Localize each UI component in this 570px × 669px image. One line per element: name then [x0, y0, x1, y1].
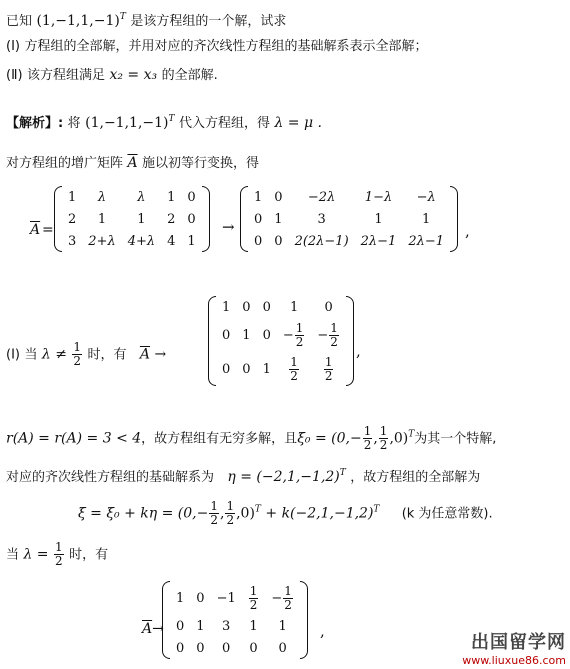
matrix1-end: , [465, 222, 470, 240]
question-2 [6, 66, 218, 85]
matrix3-cell: 1 [249, 618, 258, 634]
matrix1-arrow: → [222, 218, 235, 236]
matrix1-left-cell: 2 [167, 211, 176, 227]
intro-vector: (1,−1,1,−1) [36, 13, 120, 29]
solution-mid: 代入方程组，得 [178, 116, 270, 131]
case1-post: 时，有 [87, 347, 127, 363]
matrix1-right-cell: 0 [254, 211, 263, 227]
matrix1-right-cell: 0 [274, 233, 283, 249]
matrix1-left-cell: 1 [187, 233, 196, 249]
matrix1-left-cell: 1 [97, 211, 107, 227]
matrix1-left-cell: λ [97, 189, 107, 205]
matrix1-left-cell: 4 [167, 233, 176, 249]
matrix3-cell: 0 [176, 640, 185, 656]
matrix3-row [170, 637, 300, 659]
general-note: (k 为任意常数). [401, 506, 493, 522]
q2-condition: x₂ = x₃ [109, 67, 158, 83]
matrix3-end: , [320, 622, 325, 640]
matrix1-right-cell: 0 [254, 233, 263, 249]
matrix1-right-cell: −λ [416, 189, 436, 205]
matrix1-left-cell: 3 [68, 233, 77, 249]
solution-tag: 【解析】: [6, 116, 64, 131]
case1-pre: 当 [24, 347, 38, 363]
matrix1-right-cell: 0 [274, 189, 283, 205]
aug-post: 施以初等行变换，得 [142, 156, 260, 171]
basis-post: ，故方程组的全部解为 [350, 470, 481, 485]
rank-line: r(A) = r(A) = 3 < 4，故方程组有无穷多解，且ξ₀ = (0,− $\frac{1}{2}$ , $\frac{1}{2}$ ,0)$^T$为其一个特解, [6, 424, 497, 452]
matrix2-cell: 1 [289, 299, 299, 315]
matrix3-cell: −1 [216, 590, 236, 606]
matrix3-cell: 3 [222, 618, 231, 634]
general-frac2: $\frac{1}{2}$ [226, 499, 235, 527]
matrix2-cell: 0 [262, 327, 271, 343]
matrix2-row [216, 318, 346, 352]
matrix2 [208, 296, 354, 386]
matrix3-cell: 1 [278, 618, 287, 634]
q2-label: (Ⅱ) [6, 68, 23, 83]
matrix3-row [170, 581, 300, 615]
case1-symbol: $\overline{A}$ [139, 346, 151, 363]
case2-fraction: $\frac{1}{2}$ [54, 540, 63, 568]
matrix1-right-cell: 1 [254, 189, 263, 205]
matrix2-row [216, 352, 346, 386]
matrix1-right-cell: 2(2λ−1) [294, 233, 349, 249]
general-frac1: $\frac{1}{2}$ [210, 499, 218, 527]
rank-post: 为其一个特解, [414, 431, 497, 447]
matrix2-cell: $\frac{1}{2}$ [324, 354, 333, 383]
case1-label: (Ⅰ) [6, 347, 20, 363]
matrix2-end: , [356, 342, 361, 360]
matrix2-cell: 0 [222, 361, 231, 377]
matrix3-cell: 0 [196, 640, 205, 656]
rank-xi0: ξ₀ = (0,− [297, 430, 362, 447]
general-plus: + k(−2,1,−1,2) [265, 505, 374, 522]
case2-pre: 当 [6, 547, 20, 563]
rank-frac2: $\frac{1}{2}$ [379, 424, 388, 452]
matrix1-left-row [62, 208, 202, 230]
matrix3-cell: 0 [249, 640, 258, 656]
matrix1-left-cell: 1 [68, 189, 77, 205]
matrix1-right-cell: −2λ [307, 189, 336, 205]
matrix3-cell: 1 [176, 590, 185, 606]
q2-suffix: 的全部解. [161, 68, 218, 83]
matrix3-cell: 0 [176, 618, 185, 634]
matrix1-left-cell: λ [137, 189, 146, 205]
matrix1-right-cell: 1 [274, 211, 283, 227]
matrix3-label: $\overline{A}\to$ [142, 621, 164, 637]
matrix3-cell: 0 [196, 590, 205, 606]
matrix2-cell: 0 [262, 299, 271, 315]
solution-pre: 将 [67, 116, 81, 131]
intro-prefix: 已知 [6, 14, 33, 29]
matrix1-left-cell: 1 [137, 211, 146, 227]
augmented-intro [6, 154, 259, 173]
matrix1-right-cell: 1−λ [364, 189, 393, 205]
matrix1-right-cell: 2λ−1 [360, 233, 397, 249]
matrix1-right-cell: 1 [422, 211, 431, 227]
matrix1-equals: = [42, 222, 54, 238]
intro-suffix: 是该方程组的一个解，试求 [130, 14, 287, 29]
matrix1-right-row [248, 230, 450, 252]
rank-frac1: $\frac{1}{2}$ [363, 424, 372, 452]
matrix1-left-cell: 1 [167, 189, 176, 205]
solution-vector: (1,−1,1,−1) [85, 115, 169, 131]
case1-cond: λ ≠ [41, 346, 67, 363]
case1-arrow: → [154, 346, 167, 363]
intro-sup: T [119, 12, 126, 22]
aug-symbol: $\overline{A}$ [127, 155, 138, 171]
matrix1-left [54, 186, 210, 252]
matrix2-cell: 0 [242, 361, 251, 377]
problem-intro [6, 8, 286, 31]
rank-equation: r(A) = r(A) = 3 < 4 [6, 430, 142, 447]
solution-line [6, 110, 322, 133]
rank-mid: ，故方程组有无穷多解，且 [141, 431, 298, 447]
matrix1-left-row [62, 230, 202, 252]
matrix3-cell: 0 [222, 640, 231, 656]
solution-sup: T [168, 114, 175, 124]
matrix2-cell: 1 [262, 361, 271, 377]
matrix2-row [216, 296, 346, 318]
matrix1-left-cell: 2+λ [88, 233, 116, 249]
matrix1-left-cell: 4+λ [127, 233, 156, 249]
matrix3-cell: $\frac{1}{2}$ [249, 583, 258, 612]
aug-pre: 对方程组的增广矩阵 [6, 156, 124, 171]
q1-label: (Ⅰ) [6, 39, 20, 54]
matrix2-cell: − $\frac{1}{2}$ [282, 320, 304, 349]
matrix3 [162, 581, 308, 659]
matrix2-cell: 1 [222, 299, 231, 315]
matrix1-right-cell: 3 [317, 211, 326, 227]
matrix3-cell: − $\frac{1}{2}$ [271, 583, 292, 612]
case2-post: 时，有 [69, 547, 109, 563]
basis-eta: η = (−2,1,−1,2) [227, 469, 340, 485]
matrix1-left-cell: 2 [68, 211, 77, 227]
matrix1-right-cell: 2λ−1 [408, 233, 445, 249]
basis-line: 对应的齐次线性方程组的基础解系为 $\eta = (-2,1,-1,2)^T$ ，故方程组的全部解为 [6, 468, 481, 485]
matrix1-left-cell: 0 [187, 211, 196, 227]
matrix2-cell: 1 [242, 327, 251, 343]
matrix1-right [240, 186, 458, 252]
general-solution: ξ = ξ₀ + kη = (0,− $\frac{1}{2}$ , $\frac{1}{2}$ $,0)^T + k(-2,1,-1,2)^T$ (k 为任意常数). [78, 499, 493, 527]
matrix1-right-cell: 1 [374, 211, 383, 227]
q2-text: 该方程组满足 [27, 68, 106, 83]
matrix3-row [170, 615, 300, 637]
matrix2-cell: − $\frac{1}{2}$ [317, 320, 338, 349]
case2-line [6, 541, 108, 568]
watermark-logo: 出国留学网 www.liuxue86.com [462, 632, 566, 667]
case1-fraction: $\frac{1}{2}$ [73, 340, 82, 368]
matrix3-cell: 0 [278, 640, 287, 656]
matrix1-label: $\overline{A}$ [30, 222, 41, 238]
basis-pre: 对应的齐次线性方程组的基础解系为 [6, 470, 215, 485]
matrix2-cell: $\frac{1}{2}$ [290, 354, 298, 383]
matrix1-right-row [248, 208, 450, 230]
matrix3-cell: 1 [196, 618, 205, 634]
case2-lhs: λ = [23, 546, 49, 563]
question-1 [6, 37, 427, 56]
matrix2-cell: 0 [324, 299, 333, 315]
general-lhs: ξ = ξ₀ + kη = (0,− [78, 505, 209, 522]
matrix1-right-row [248, 186, 450, 208]
matrix2-cell: 0 [222, 327, 231, 343]
q1-text: 方程组的全部解，并用对应的齐次线性方程组的基础解系表示全部解； [24, 39, 428, 54]
matrix1-left-row [62, 186, 202, 208]
matrix2-cell: 0 [242, 299, 251, 315]
matrix1-left-cell: 0 [187, 189, 196, 205]
case1-line [6, 341, 166, 368]
solution-equation: λ = μ . [274, 115, 322, 131]
